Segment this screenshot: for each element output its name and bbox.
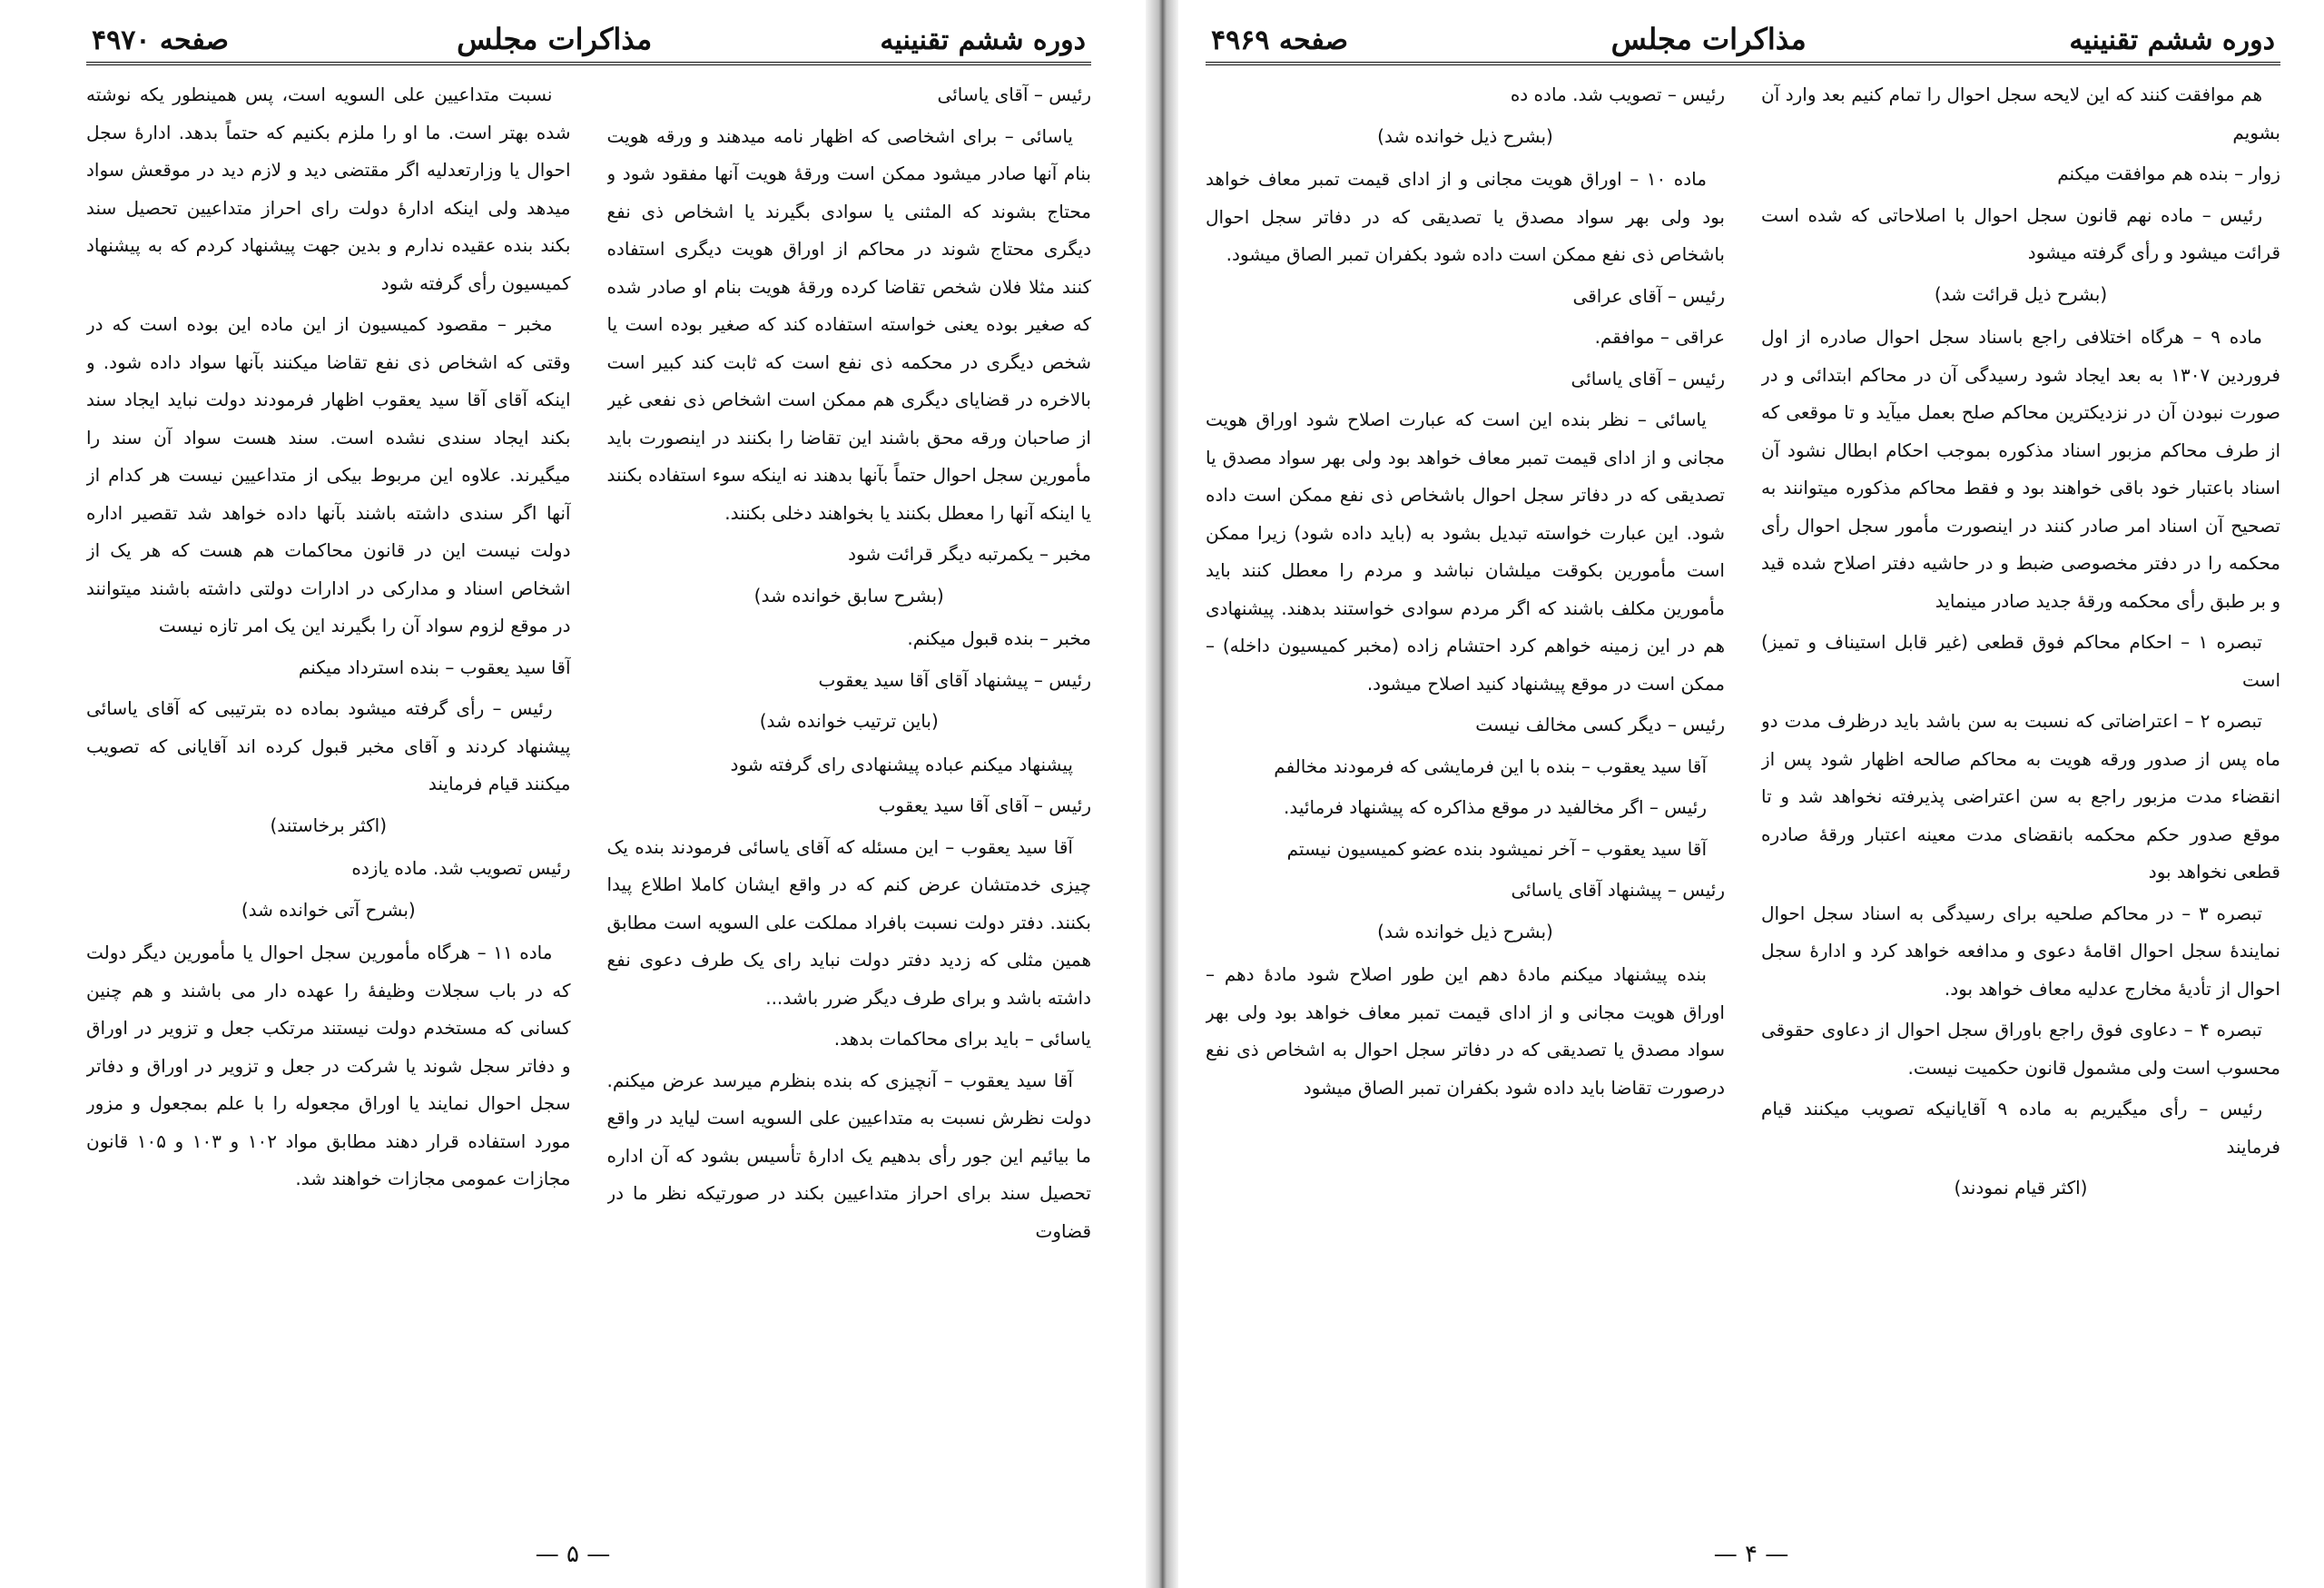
paragraph: پیشنهاد میکنم عباده پیشنهادی رای گرفته شود bbox=[730, 753, 1073, 775]
journal-title: دوره ششم تقنینیه bbox=[2069, 25, 2275, 56]
paragraph: رئیس – اگر مخالفید در موقع مذاکره که پیشنهاد فرمائید. bbox=[1284, 796, 1707, 818]
page-number: صفحه ۴۹۶۹ bbox=[1211, 25, 1349, 56]
speaker-line: رئیس – پیشنهاد آقای آقا سید یعقوب bbox=[818, 668, 1091, 691]
paragraph: یاسائی – برای اشخاصی که اظهار نامه میدهند و ورقه هویت بنام آنها صادر میشود ممکن است ورقهٔ هویت آنها مفقود شود و محتاج بشوند که المثنی یا سوادی بگیرند یا اشخاص ذی نفع دیگری محتاج شوند در محاکم از اوراق هویت دیگری استفاده کنند مثلا فلان شخص تقاضا کرده ورقهٔ هویت بنام او صادر شده که صغیر بوده یعنی خواسته استفاده کند که صغیر بوده است یا شخص دیگری در محکمه ذی نفع است که ثابت کند کبیر است بالاخره در قضایای دیگری هم ممکن است اشخاص ذی نفعی غیر از صاحبان ورقه محق باشند این تقاضا را بکنند در اینصورت باید مأمورین سجل احوال حتماً بآنها بدهند نه اینکه سوء استفاده بکنند یا اینکه آنها را معطل بکنند یا بخواهند دخلی بکنند. bbox=[606, 124, 1091, 524]
speaker-line: یاسائی – باید برای محاکمات بدهد. bbox=[833, 1028, 1091, 1050]
paragraph: آقا سید یعقوب – این مسئله که آقای یاسائی فرمودند بنده یک چیزی خدمتشان عرض کنم که در واقع ایشان کاملا اطلاع پیدا بکنند. دفتر دولت نسبت بافراد مملکت علی السویه است مطابق همین مثلی که زدید دفتر دولت نباید رای یک طرف دعوی نفع داشته باشد و برای طرف دیگر ضرر باشد... bbox=[606, 835, 1091, 1009]
speaker-line: زوار – بنده هم موافقت میکنم bbox=[2057, 163, 2280, 184]
column-right bbox=[1761, 76, 2280, 1493]
paragraph: آقا سید یعقوب – آخر نمیشود بنده عضو کمیسیون نیستم bbox=[1286, 837, 1707, 860]
speaker-line: آقا سید یعقوب – بنده استرداد میکنم bbox=[298, 656, 571, 678]
speaker-line: مخبر – بنده قبول میکنم. bbox=[907, 627, 1091, 649]
publication-title: مذاکرات مجلس bbox=[457, 22, 653, 56]
note-text: تبصره ۲ – اعتراضاتی که نسبت به سن باشد باید درظرف مدت دو ماه پس از صدور ورقه هویت به محاکم صالحه اظهار شود پس از انقضاء مدت مزبور راجع به سن اعتراضی پذیرفته نخواهد شد و تا موقع صدور حکم محکمه بانقضای مدت معینه اعتبار ورقهٔ صادره قطعی نخواهد بود bbox=[1761, 710, 2280, 883]
text-columns bbox=[86, 76, 1091, 1493]
journal-title: دوره ششم تقنینیه bbox=[880, 25, 1086, 56]
speaker-line: رئیس – آقای عراقی bbox=[1572, 284, 1725, 307]
stage-note: (بشرح آتی خوانده شد) bbox=[241, 898, 416, 921]
speaker-line: رئیس – پیشنهاد آقای یاسائی bbox=[1511, 879, 1725, 901]
paragraph: نسبت متداعیین علی السویه است، پس همینطور یکه نوشته شده بهتر است. ما او را ملزم بکنیم که حتماً بدهد. ادارهٔ سجل احوال یا وزارتعدلیه اگر مقتضی دید و لازم دید در موقعش سواد میدهد ولی اینکه ادارهٔ دولت رای احراز متداعیین تحصیل سند بکند بنده عقیده ندارم و بدین جهت پیشنهاد کردم که به پیشنهاد کمیسیون رأی گرفته شود bbox=[86, 84, 571, 294]
stage-note: (بشرح ذیل قرائت شد) bbox=[1934, 282, 2108, 305]
paragraph: رئیس – رأی میگیریم به ماده ۹ آقایانیکه تصویب میکنند قیام فرمایند bbox=[1761, 1098, 2280, 1158]
article-text: بنده پیشنهاد میکنم مادهٔ دهم این طور اصلاح شود مادهٔ دهم – اوراق هویت مجانی و از ادای قیمت تمبر معاف خواهد بود ولی بهر سواد مصدق یا تصدیقی که در دفاتر سجل احوال به اشخاص ذی نفع درصورت تقاضا باید داده شود بکفران تمبر الصاق میشود bbox=[1206, 963, 1725, 1099]
header-rule bbox=[86, 62, 1091, 65]
column-left bbox=[86, 76, 571, 1493]
speaker-line: رئیس – آقای یاسائی bbox=[937, 84, 1091, 105]
binding-gutter bbox=[1146, 0, 1178, 1588]
speaker-line: رئیس – آقای یاسائی bbox=[1571, 367, 1725, 390]
stage-note: (باین ترتیب خوانده شد) bbox=[759, 710, 939, 732]
note-text: تبصره ۳ – در محاکم صلحیه برای رسیدگی به اسناد سجل احوال نمایندهٔ سجل احوال اقامهٔ دعوی و مدافعه خواهد کرد و ادارهٔ سجل احوال از تأدیهٔ مخارج عدلیه معاف خواهد بود. bbox=[1761, 902, 2280, 1000]
paragraph: مخبر – مقصود کمیسیون از این ماده این بوده است که در وقتی که اشخاص ذی نفع تقاضا میکنند بآنها سواد داده شود. و اینکه آقای آقا سید یعقوب اظهار فرمودند دولت نباید ایجاد سند بکند ایجاد سندی نشده است. سند هست سواد آن سند را میگیرند. علاوه این مربوط بیکی از متداعیین نیست هر کدام از آنها اگر سندی داشته باشند بآنها داده خواهد شد تقصیر اداره دولت نیست این در قانون محاکمات هم هست که هر یک از اشخاص اسناد و مدارکی در ادارات دولتی داشته باشند میتوانند در موقع لزوم سواد آن را بگیرند این یک امر تازه نیست bbox=[86, 313, 571, 636]
speaker-line: رئیس – آقای آقا سید یعقوب bbox=[878, 794, 1091, 816]
speaker-line: عراقی – موافقم. bbox=[1594, 326, 1725, 348]
article-text: ماده ۹ – هرگاه اختلافی راجع باسناد سجل احوال صادره از اول فروردین ۱۳۰۷ به بعد ایجاد شود رسیدگی آن در محاکم ابتدائی و در صورت نبودن آن در نزدیکترین محاکم صلح بعمل میآید و تا موقعی که از طرف محاکم مزبور اسناد مذکوره بموجب احکام ابطال نشود آن اسناد باعتبار خود باقی خواهند بود و فقط محاکم مذکوره میتوانند به تصحیح آن اسناد امر صادر کنند در اینصورت مأمور سجل احوال رأی محکمه را در دفتر مخصوصی ضبط و در حاشیه دفتر اصلاح شده قید و بر طبق رأی محکمه ورقهٔ جدید صادر مینماید bbox=[1761, 326, 2280, 612]
stage-note: (بشرح سابق خوانده شد) bbox=[753, 584, 944, 607]
paragraph: آقا سید یعقوب – آنچیزی که بنده بنظرم میرسد عرض میکنم. دولت نظرش نسبت به متداعیین علی السویه است لیاید در واقع ما بیائیم این جور رأی بدهیم یک ادارهٔ تأسیس بشود که آن اداره تحصیل سند برای احراز متداعیین بکند در صورتیکه نظر ما در قضاوت bbox=[606, 1069, 1091, 1242]
paragraph: آقا سید یعقوب – بنده با این فرمایشی که فرمودند مخالفم bbox=[1274, 755, 1707, 777]
page-4969 bbox=[1178, 0, 2324, 1588]
page-header bbox=[86, 16, 1091, 56]
publication-title: مذاکرات مجلس bbox=[1610, 22, 1807, 56]
speaker-line: رئیس – دیگر کسی مخالف نیست bbox=[1475, 714, 1725, 735]
note-text: تبصره ۱ – احکام محاکم فوق قطعی (غیر قابل استیناف و تمیز) است bbox=[1761, 631, 2280, 691]
header-rule bbox=[1206, 62, 2280, 65]
article-text: ماده ۱۱ – هرگاه مأمورین سجل احوال یا مأمورین دیگر دولت که در باب سجلات وظیفهٔ را عهده دار می باشند و هم چنین کسانی که مستخدم دولت نیستند مرتکب جعل و تزویر در اوراق و دفاتر سجل شوند یا شرکت در جعل و تزویر در اوراق و دفاتر سجل احوال نمایند یا اوراق مجعوله را با علم بمجعول و مزور مورد استفاده قرار دهند مطابق مواد ۱۰۲ و ۱۰۳ و ۱۰۵ قانون مجازات عمومی مجازات خواهند شد. bbox=[86, 942, 571, 1189]
paragraph: رئیس – ماده نهم قانون سجل احوال با اصلاحاتی که شده است قرائت میشود و رأی گرفته میشود bbox=[1761, 203, 2280, 263]
page-folio: — ۴ — bbox=[1713, 1541, 1789, 1568]
page-number: صفحه ۴۹۷۰ bbox=[92, 25, 230, 56]
stage-note: (بشرح ذیل خوانده شد) bbox=[1377, 920, 1553, 942]
stage-note: (اکثر برخاستند) bbox=[270, 814, 387, 836]
column-right bbox=[607, 76, 1092, 1493]
speaker-line: مخبر – یکمرتبه دیگر قرائت شود bbox=[848, 543, 1091, 565]
page-folio: — ۵ — bbox=[535, 1541, 611, 1568]
speaker-line: رئیس – تصویب شد. ماده ده bbox=[1510, 84, 1725, 105]
text-columns bbox=[1206, 76, 2280, 1493]
stage-note: (اکثر قیام نمودند) bbox=[1954, 1177, 2088, 1198]
stage-note: (بشرح ذیل خوانده شد) bbox=[1377, 124, 1553, 147]
paragraph: رئیس – رأی گرفته میشود بماده ده بترتیبی که آقای یاسائی پیشنهاد کردند و آقای مخبر قبول کرده اند آقایانی که تصویب میکنند قیام فرمایند bbox=[86, 697, 571, 794]
paragraph: هم موافقت کنند که این لایحه سجل احوال را تمام کنیم بعد وارد آن بشویم bbox=[1761, 84, 2280, 143]
page-4970 bbox=[0, 0, 1146, 1588]
page-header bbox=[1206, 16, 2280, 56]
speaker-line: رئیس تصویب شد. ماده یازده bbox=[351, 857, 571, 879]
note-text: تبصره ۴ – دعاوی فوق راجع باوراق سجل احوال از دعاوی حقوقی محسوب است ولی مشمول قانون حکمیت نیست. bbox=[1761, 1019, 2280, 1079]
column-left bbox=[1206, 76, 1725, 1493]
paragraph: یاسائی – نظر بنده این است که عبارت اصلاح شود اوراق هویت مجانی و از ادای قیمت تمبر معاف خواهد بود ولی بهر سواد مصدق یا تصدیقی که در دفاتر سجل احوال باشخاص ذی نفع ممکن است داده شود. این عبارت خواسته تبدیل بشود به (باید داده شود) زیرا ممکن است مأمورین بکوقت میلشان نباشد و مردم را معطل کنند باید مأمورین مکلف باشند که اگر مردم سوادی خواستند بدهند. پیشنهادی هم در این زمینه خواهم کرد احتشام زاده (مخبر کمیسیون داخله) – ممکن است در موقع پیشنهاد کنید اصلاح میشود. bbox=[1206, 409, 1725, 695]
article-text: ماده ۱۰ – اوراق هویت مجانی و از ادای قیمت تمبر معاف خواهد بود ولی بهر سواد مصدق یا تصدیقی که در دفاتر سجل احوال باشخاص ذی نفع ممکن است داده شود بکفران تمبر الصاق میشود. bbox=[1206, 168, 1725, 265]
